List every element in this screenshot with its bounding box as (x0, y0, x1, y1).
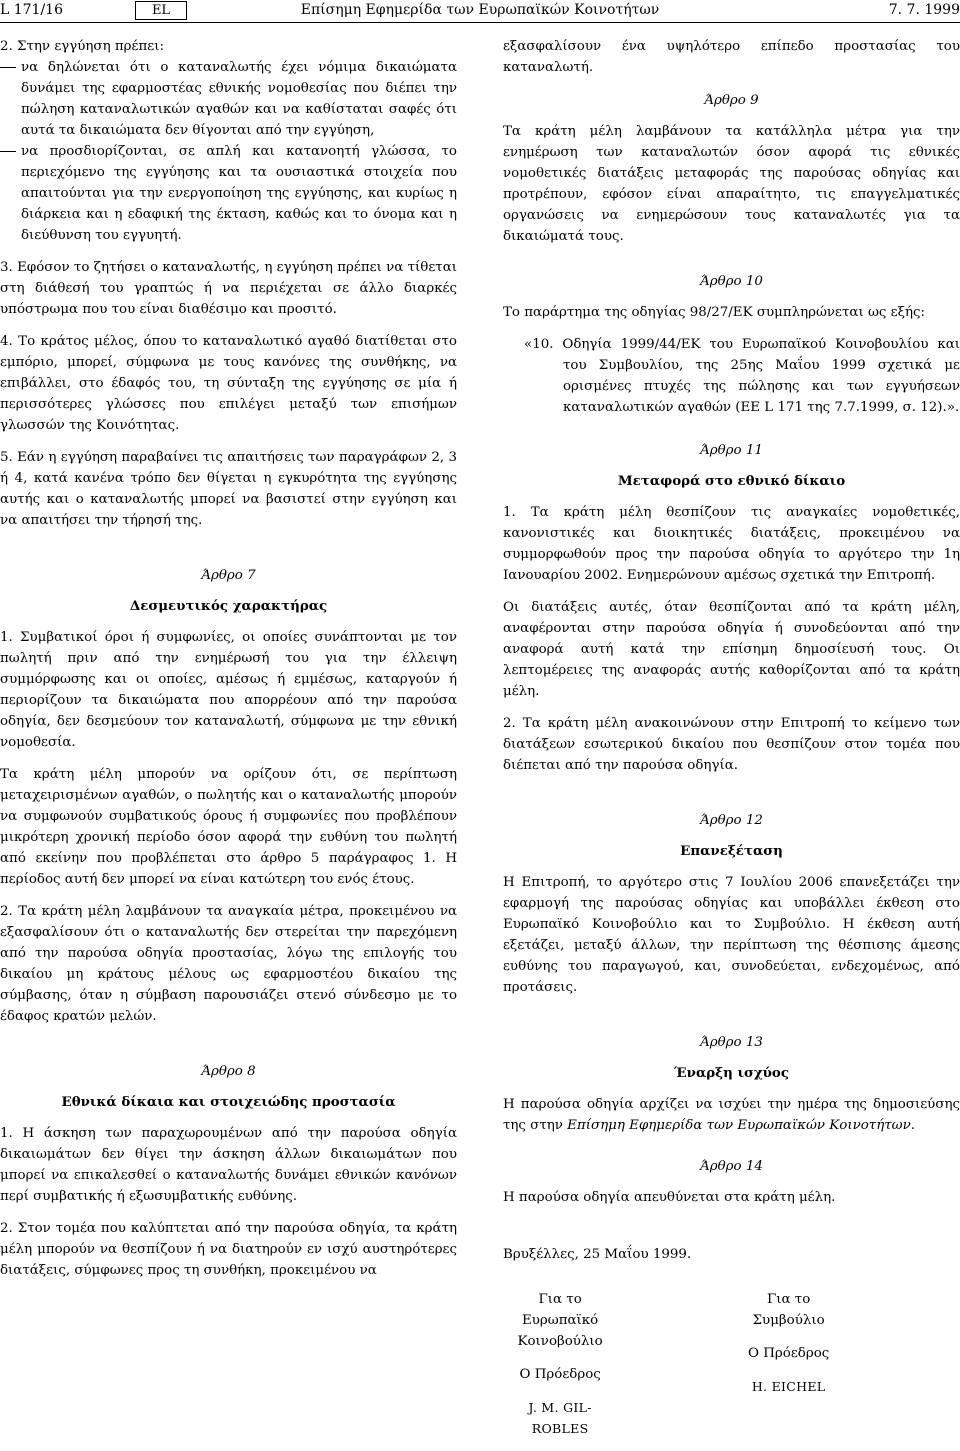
left-column (0, 36, 457, 1292)
article-12-heading: Επανεξέταση (503, 841, 960, 862)
paragraph-2-dash-2: να προσδιορίζονται, σε απλή και κατανοητή γλώσσα, το περιεχόμενο της εγγύησης και τα ουσιαστικά στοιχεία που απαιτούνται για την ενεργοποίηση της εγγύησης, και κυρίως η διάρκεια και η εδαφική της έκταση, καθώς και το όνομα και η διεύθυνση του εγγυητή. (0, 141, 457, 246)
article-11-paragraph-1b: Οι διατάξεις αυτές, όταν θεσπίζονται από τα κράτη μέλη, αναφέρονται στην παρούσα οδηγία ή συνοδεύονται από την αναφορά αυτή κατά την επίσημη δημοσίευσή τους. Οι λεπτομέρειες της αναφοράς αυτής καθορίζονται από τα κράτη μέλη. (503, 597, 960, 702)
article-13-paragraph (503, 1094, 960, 1136)
journal-title: Επίσημη Εφημερίδα των Ευρωπαϊκών Κοινοτήτων (0, 2, 960, 18)
journal-name-italic: Επίσημη Εφημερίδα των Ευρωπαϊκών Κοινοτήτων (567, 1118, 911, 1133)
right-column (503, 36, 960, 1451)
article-8-title: Άρθρο 8 (0, 1061, 457, 1082)
continued-paragraph: εξασφαλίσουν ένα υψηλότερο επίπεδο προστασίας του καταναλωτή. (503, 36, 960, 78)
article-12-title: Άρθρο 12 (503, 810, 960, 831)
article-12-paragraph: Η Επιτροπή, το αργότερο στις 7 Ιουλίου 2006 επανεξετάζει την εφαρμογή της παρούσας οδηγίας και υποβάλλει έκθεση στο Ευρωπαϊκό Κοινοβούλιο και το Συμβούλιο. Η έκθεση αυτή εξετάζει, μεταξύ άλλων, την περίπτωση της θέσπισης άμεσης ευθύνης του παραγωγού, και, συνοδεύεται, ενδεχομένως, από προτάσεις. (503, 872, 960, 998)
signature-parliament-role: Ο Πρόεδρος (503, 1364, 617, 1385)
article-13-text-b: . (911, 1118, 915, 1133)
place-date: Βρυξέλλες, 25 Μαΐου 1999. (503, 1244, 960, 1265)
article-11-paragraph-1: 1. Τα κράτη μέλη θεσπίζουν τις αναγκαίες νομοθετικές, κανονιστικές και διοικητικές διατάξεις, προκειμένου να συμμορφωθούν προς την παρούσα οδηγία το αργότερο την 1η Ιανουαρίου 2002. Ενημερώνουν αμέσως σχετικά την Επιτροπή. (503, 502, 960, 586)
article-7-paragraph-1: 1. Συμβατικοί όροι ή συμφωνίες, οι οποίες συνάπτονται με τον πωλητή πριν από την ενημέρωσή του για την έλλειψη συμμόρφωσης και οι οποίες, αμέσως ή εμμέσως, καταργούν ή περιορίζουν τα δικαιώματα που απορρέουν από την παρούσα οδηγία, δεν δεσμεύουν τον καταναλωτή, σύμφωνα με την εθνική νομοθεσία. (0, 627, 457, 753)
signature-council (732, 1289, 960, 1451)
article-13-heading: Έναρξη ισχύος (503, 1063, 960, 1084)
paragraph-5: 5. Εάν η εγγύηση παραβαίνει τις απαιτήσεις των παραγράφων 2, 3 ή 4, κατά κανένα τρόπο δεν θίγεται η εγκυρότητα της εγγύησης αυτής και ο καταναλωτής μπορεί να βασιστεί στην εγγύηση και να απαιτήσει την τήρησή της. (0, 447, 457, 531)
signature-council-name: H. EICHEL (732, 1376, 846, 1397)
article-7-paragraph-1b: Τα κράτη μέλη μπορούν να ορίζουν ότι, σε περίπτωση μεταχειρισμένων αγαθών, ο πωλητής και ο καταναλωτής μπορούν να συμφωνούν συμβατικούς όρους ή συμφωνίες που προβλέπουν μικρότερη χρονική περίοδο όσον αφορά την ευθύνη του πωλητή από εκείνην που προβλέπεται στο άρθρο 5 παράγραφος 1. Η περίοδος αυτή δεν μπορεί να είναι κατώτερη του ενός έτους. (0, 764, 457, 890)
article-10-quote: «10. Οδηγία 1999/44/ΕΚ του Ευρωπαϊκού Κοινοβουλίου και του Συμβουλίου, της 25ης Μαΐου 1999 σχετικά με ορισμένες πτυχές της πώλησης και των εγγυήσεων καταναλωτικών αγαθών (ΕΕ L 171 της 7.7.1999, σ. 12).». (503, 334, 960, 418)
paragraph-2-dash-1: να δηλώνεται ότι ο καταναλωτής έχει νόμιμα δικαιώματα δυνάμει της εφαρμοστέας εθνικής νομοθεσίας που διέπει την πώληση καταναλωτικών αγαθών και να καθίσταται σαφές ότι αυτά τα δικαιώματα δεν θίγονται από την εγγύηση, (0, 57, 457, 141)
signature-parliament (503, 1289, 732, 1451)
article-13-text-a: Η παρούσα οδηγία αρχίζει να ισχύει την ημέρα της δημοσιεύσης της στην (503, 1097, 960, 1133)
article-9-title: Άρθρο 9 (503, 90, 960, 111)
signature-council-org: Για το Συμβούλιο (732, 1289, 846, 1331)
paragraph-4: 4. Το κράτος μέλος, όπου το καταναλωτικό αγαθό διατίθεται στο εμπόριο, μπορεί, σύμφωνα με τους κανόνες της συνθήκης, να επιβάλλει, στο έδαφός του, τη σύνταξη της εγγύησης σε μία ή περισσότερες γλώσσες που επιλέγει μεταξύ των επισήμων γλωσσών της Κοινότητας. (0, 331, 457, 436)
language-badge: EL (135, 1, 187, 20)
article-11-heading: Μεταφορά στο εθνικό δίκαιο (503, 471, 960, 492)
page-header (0, 0, 960, 22)
article-13-title: Άρθρο 13 (503, 1032, 960, 1053)
article-14-title: Άρθρο 14 (503, 1156, 960, 1177)
journal-reference: L 171/16 (0, 2, 63, 18)
article-11-paragraph-2: 2. Τα κράτη μέλη ανακοινώνουν στην Επιτροπή το κείμενο των διατάξεων εσωτερικού δικαίου που θεσπίζουν στον τομέα που διέπεται από την παρούσα οδηγία. (503, 713, 960, 776)
signature-council-role: Ο Πρόεδρος (732, 1343, 846, 1364)
paragraph-3: 3. Εφόσον το ζητήσει ο καταναλωτής, η εγγύηση πρέπει να τίθεται στη διάθεσή του γραπτώς ή να περιέχεται σε άλλο διαρκές υπόστρωμα που του είναι διαθέσιμο και προσιτό. (0, 257, 457, 320)
article-10-title: Άρθρο 10 (503, 271, 960, 292)
article-8-heading: Εθνικά δίκαια και στοιχειώδης προστασία (0, 1092, 457, 1113)
signatures (503, 1289, 960, 1451)
article-8-paragraph-2: 2. Στον τομέα που καλύπτεται από την παρούσα οδηγία, τα κράτη μέλη μπορούν να θεσπίζουν ή να διατηρούν εν ισχύ αυστηρότερες διατάξεις, σύμφωνες προς τη συνθήκη, προκειμένου να (0, 1218, 457, 1281)
publication-date: 7. 7. 1999 (889, 2, 960, 18)
article-7-heading: Δεσμευτικός χαρακτήρας (0, 596, 457, 617)
article-7-paragraph-2: 2. Τα κράτη μέλη λαμβάνουν τα αναγκαία μέτρα, προκειμένου να εξασφαλίσουν ότι ο καταναλωτής δεν στερείται την παρεχόμενη από την παρούσα οδηγία προστασίας, λόγω της επιλογής του δικαίου μη κράτους μέλους ως εφαρμοστέου δικαίου της σύμβασης, όταν η σύμβαση παρουσιάζει στενό σύνδεσμο με το έδαφος κρατών μελών. (0, 901, 457, 1027)
signature-parliament-name: J. M. GIL-ROBLES (503, 1397, 617, 1439)
article-8-paragraph-1: 1. Η άσκηση των παραχωρουμένων από την παρούσα οδηγία δικαιωμάτων δεν θίγει την άσκηση άλλων δικαιωμάτων που μπορεί να επικαλεσθεί ο καταναλωτής δυνάμει εθνικών κανόνων περί συμβατικής ή εξωσυμβατικής ευθύνης. (0, 1123, 457, 1207)
article-7-title: Άρθρο 7 (0, 565, 457, 586)
article-9-paragraph: Τα κράτη μέλη λαμβάνουν τα κατάλληλα μέτρα για την ενημέρωση των καταναλωτών όσον αφορά τις εθνικές νομοθετικές διατάξεις μεταφοράς της παρούσας οδηγίας και προτρέπουν, εφόσον είναι απαραίτητο, τις επαγγελματικές οργανώσεις να ενημερώσουν τους καταναλωτές για τα δικαιώματά τους. (503, 121, 960, 247)
article-14-paragraph: Η παρούσα οδηγία απευθύνεται στα κράτη μέλη. (503, 1187, 960, 1208)
signature-parliament-org: Για το Ευρωπαϊκό Κοινοβούλιο (503, 1289, 617, 1352)
article-11-title: Άρθρο 11 (503, 440, 960, 461)
header-divider (0, 22, 960, 23)
paragraph-2-intro: 2. Στην εγγύηση πρέπει: (0, 36, 457, 57)
article-10-paragraph: Το παράρτημα της οδηγίας 98/27/ΕΚ συμπληρώνεται ως εξής: (503, 302, 960, 323)
